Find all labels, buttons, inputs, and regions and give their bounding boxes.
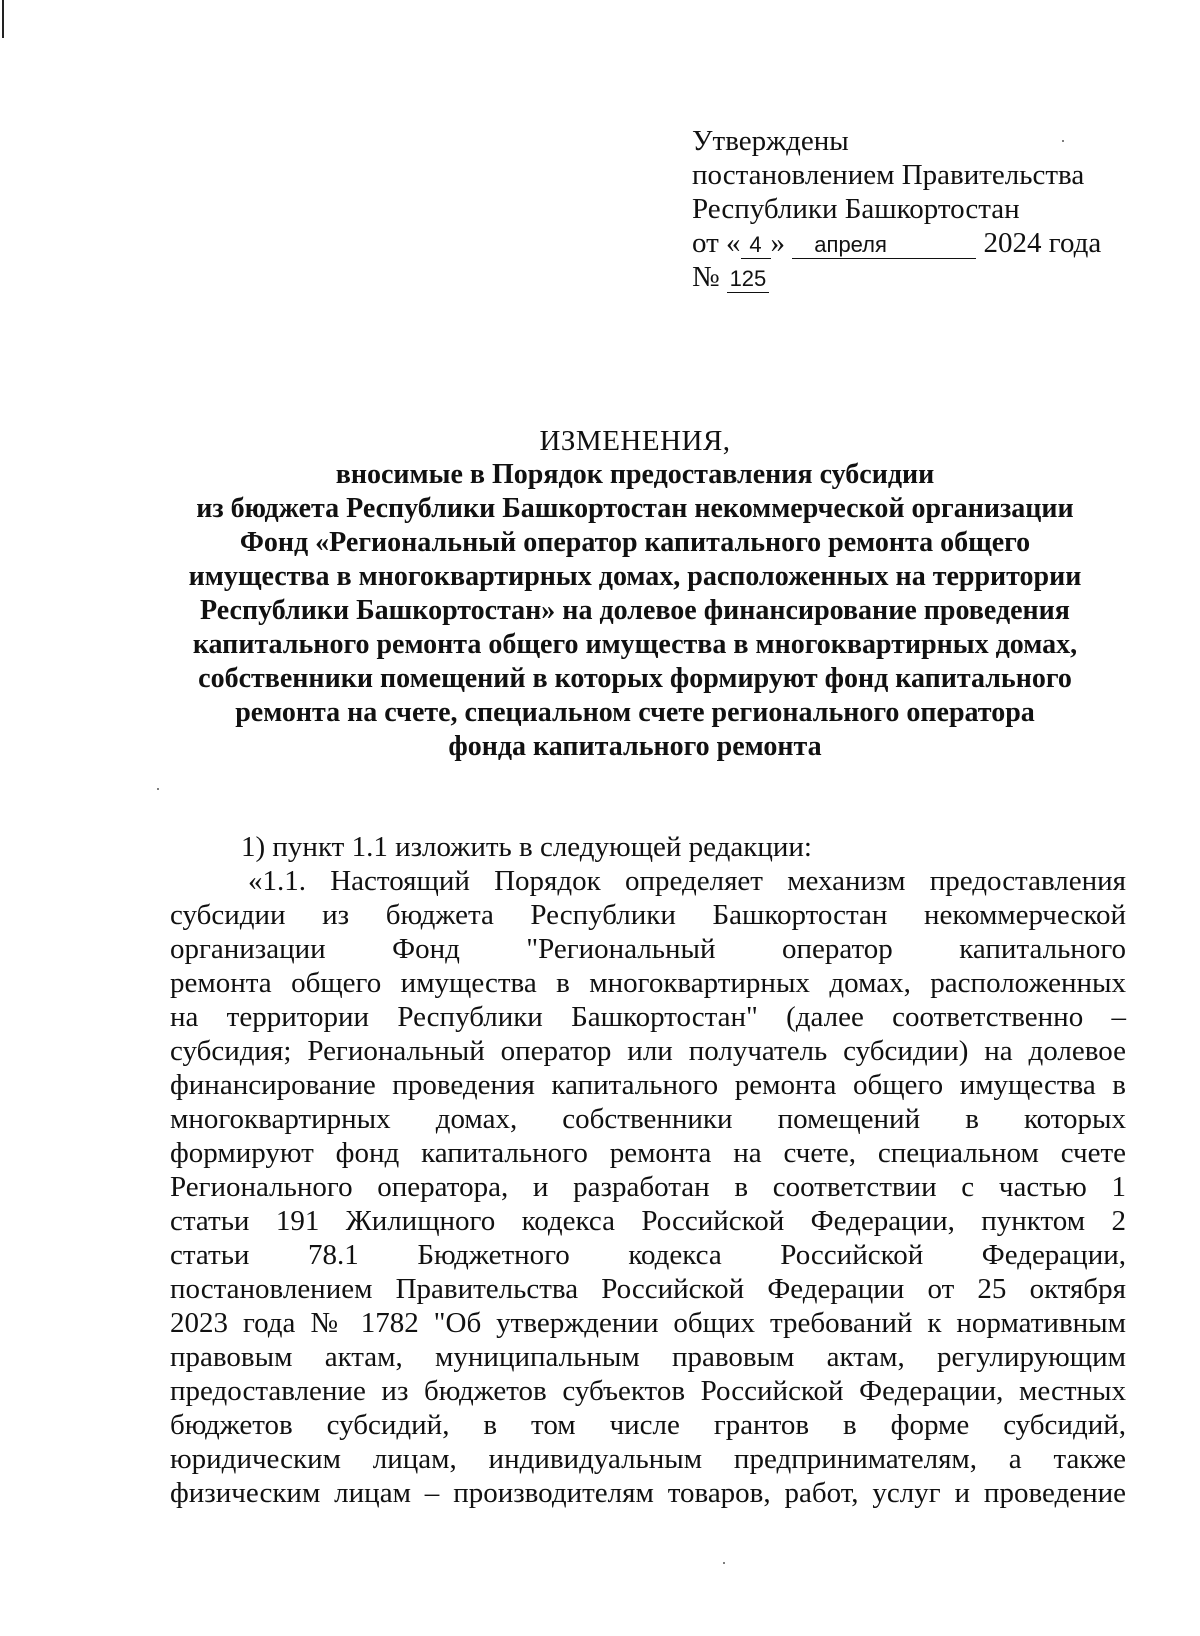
date-year: 2024 года <box>983 227 1102 259</box>
body-line: ремонта общего имущества в многоквартирных домах, расположенных <box>170 967 1126 999</box>
date-prefix: от « <box>692 227 741 259</box>
approval-date-line <box>692 226 1101 260</box>
date-mid: » <box>770 227 786 259</box>
body-line: 2023 года № 1782 "Об утверждении общих требований к нормативным <box>170 1307 1126 1339</box>
subtitle-line: фонда капитального ремонта <box>448 731 822 762</box>
body-line: на территории Республики Башкортостан" (далее соответственно – <box>170 1001 1126 1033</box>
body-line: многоквартирных домах, собственники помещений в которых <box>170 1103 1126 1135</box>
document-title-block <box>160 424 1110 764</box>
date-month: апреля <box>792 232 976 259</box>
amendment-intro: 1) пункт 1.1 изложить в следующей редакции: <box>241 831 812 863</box>
approval-line-3: Республики Башкортостан <box>692 193 1020 225</box>
subtitle-line: имущества в многоквартирных домах, расположенных на территории <box>188 561 1082 592</box>
subtitle-line: капитального ремонта общего имущества в многоквартирных домах, <box>192 629 1078 660</box>
body-line: «1.1. Настоящий Порядок определяет механизм предоставления <box>248 865 1126 897</box>
scan-edge-mark <box>2 0 4 38</box>
body-line: организации Фонд "Региональный оператор капитального <box>170 933 1126 965</box>
document-subtitle <box>160 458 1110 764</box>
subtitle-line: ремонта на счете, специальном счете регионального оператора <box>235 697 1035 728</box>
subtitle-line: Фонд «Региональный оператор капитального ремонта общего <box>239 527 1031 558</box>
body-line: правовым актам, муниципальным правовым актам, регулирующим <box>170 1341 1126 1373</box>
document-body <box>170 830 1126 1510</box>
body-line: субсидии из бюджета Республики Башкортостан некоммерческой <box>170 899 1126 931</box>
body-line: физическим лицам – производителям товаров, работ, услуг и проведение <box>170 1477 1126 1509</box>
subtitle-line: Республики Башкортостан» на долевое финансирование проведения <box>200 595 1070 626</box>
approval-line-1: Утверждены <box>692 125 849 157</box>
body-line: субсидия; Региональный оператор или получатель субсидии) на долевое <box>170 1035 1126 1067</box>
body-line: постановлением Правительства Российской Федерации от 25 октября <box>170 1273 1126 1305</box>
number-prefix: № <box>692 261 720 293</box>
body-line: статьи 78.1 Бюджетного кодекса Российской Федерации, <box>170 1239 1126 1271</box>
body-line: предоставление из бюджетов субъектов Российской Федерации, местных <box>170 1375 1126 1407</box>
approval-number-line <box>692 260 1101 294</box>
body-line: бюджетов субсидий, в том числе грантов в форме субсидий, <box>170 1409 1126 1441</box>
date-day: 4 <box>741 232 771 259</box>
subtitle-line: из бюджета Республики Башкортостан некоммерческой организации <box>196 493 1074 524</box>
document-title: ИЗМЕНЕНИЯ, <box>539 425 731 457</box>
approval-stamp-block <box>692 124 1101 294</box>
body-line: статьи 191 Жилищного кодекса Российской Федерации, пунктом 2 <box>170 1205 1126 1237</box>
body-line: финансирование проведения капитального ремонта общего имущества в <box>170 1069 1126 1101</box>
subtitle-line: вносимые в Порядок предоставления субсидии <box>335 459 935 490</box>
scan-speck <box>723 1562 725 1564</box>
body-line: Регионального оператора, и разработан в соответствии с частью 1 <box>170 1171 1126 1203</box>
body-line: юридическим лицам, индивидуальным предпринимателям, а также <box>170 1443 1126 1475</box>
scan-speck <box>157 788 159 790</box>
body-line: формируют фонд капитального ремонта на счете, специальном счете <box>170 1137 1126 1169</box>
number-value: 125 <box>727 266 769 293</box>
subtitle-line: собственники помещений в которых формируют фонд капитального <box>198 663 1072 694</box>
approval-line-2: постановлением Правительства <box>692 159 1085 191</box>
